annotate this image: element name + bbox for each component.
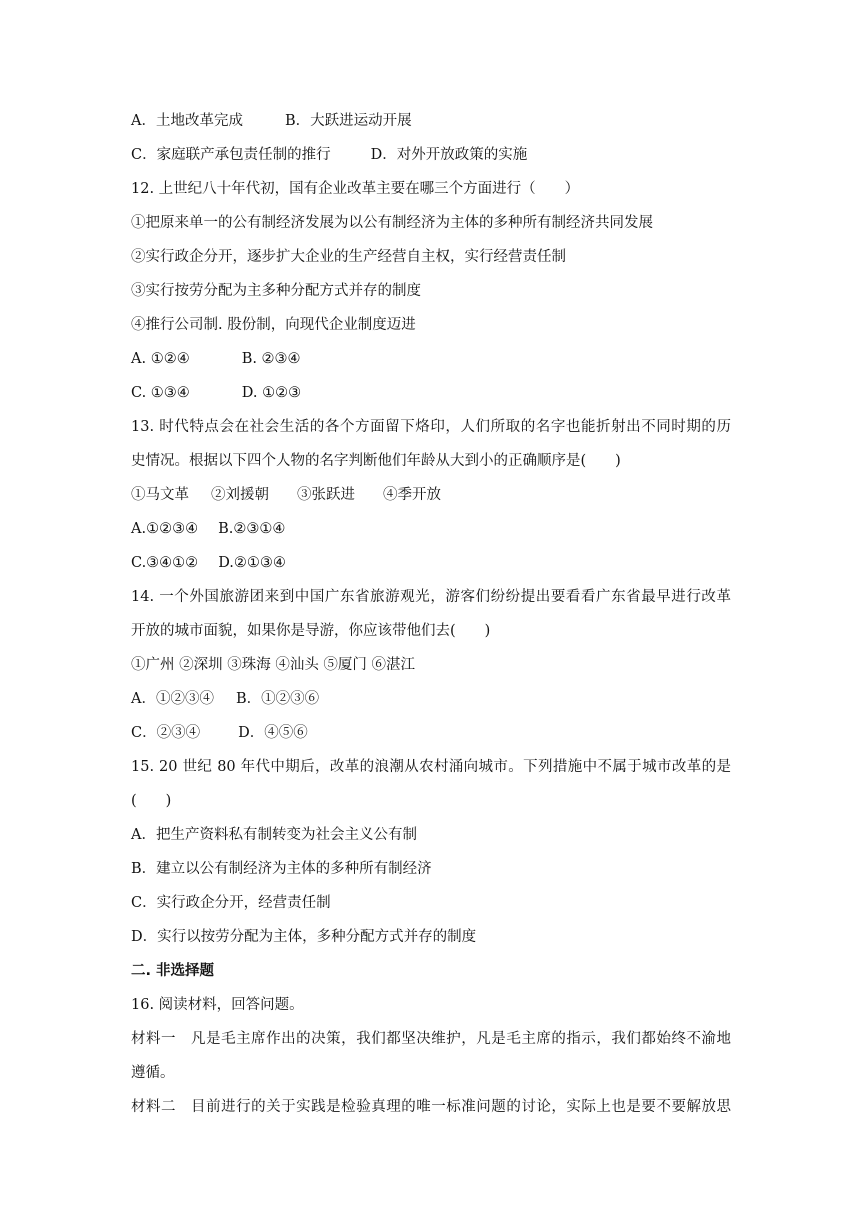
- q16-material-1-line-1: 材料一 凡是毛主席作出的决策，我们都坚决维护，凡是毛主席的指示，我们都始终不渝地: [131, 1031, 731, 1047]
- q14-option-b[interactable]: B．①②③⑥: [235, 691, 320, 707]
- q13-stem-line-1: 13. 时代特点会在社会生活的各个方面留下烙印，人们所取的名字也能折射出不同时期的历: [131, 419, 731, 435]
- q11-options-row-1: [131, 111, 412, 131]
- q14-option-d[interactable]: D．④⑤⑥: [238, 725, 308, 741]
- q14-options-row-2: [131, 723, 308, 743]
- q14-cities: ①广州 ②深圳 ③珠海 ④汕头 ⑤厦门 ⑥湛江: [131, 657, 416, 673]
- q11-option-b[interactable]: B．大跃进运动开展: [284, 113, 412, 129]
- q15-option-a[interactable]: A．把生产资料私有制转变为社会主义公有制: [131, 827, 417, 843]
- q14-options-row-1: [131, 689, 319, 709]
- q15-stem-line-2: ( ): [131, 793, 172, 809]
- q13-options-row-2: [131, 553, 286, 573]
- q13-names: [131, 485, 441, 505]
- q12-option-b[interactable]: B. ②③④: [241, 351, 301, 367]
- q12-stem: 12. 上世纪八十年代初，国有企业改革主要在哪三个方面进行（ ）: [131, 181, 580, 197]
- q16-stem: 16. 阅读材料，回答问题。: [131, 997, 304, 1013]
- q14-stem-line-1: 14. 一个外国旅游团来到中国广东省旅游观光，游客们纷纷提出要看看广东省最早进行改革: [131, 589, 731, 605]
- q11-options-row-2: [131, 145, 527, 165]
- q13-option-a[interactable]: A.①②③④: [131, 521, 199, 537]
- section-2-heading: 二. 非选择题: [131, 963, 215, 979]
- q14-option-c[interactable]: C．②③④: [131, 725, 201, 741]
- q11-option-c[interactable]: C．家庭联产承包责任制的推行: [131, 147, 331, 163]
- q12-item-3: ③实行按劳分配为主多种分配方式并存的制度: [131, 283, 421, 299]
- q12-item-1: ①把原来单一的公有制经济发展为以公有制经济为主体的多种所有制经济共同发展: [131, 215, 653, 231]
- q13-stem-line-2: 史情况。根据以下四个人物的名字判断他们年龄从大到小的正确顺序是( ): [131, 453, 621, 469]
- q12-item-2: ②实行政企分开，逐步扩大企业的生产经营自主权，实行经营责任制: [131, 249, 566, 265]
- q15-option-d[interactable]: D．实行以按劳分配为主体，多种分配方式并存的制度: [131, 929, 477, 945]
- q13-name-4: ④季开放: [383, 487, 441, 503]
- q11-option-a[interactable]: A．土地改革完成: [131, 113, 243, 129]
- q15-option-b[interactable]: B．建立以公有制经济为主体的多种所有制经济: [131, 861, 432, 877]
- q13-option-c[interactable]: C.③④①②: [131, 555, 199, 571]
- q14-stem-line-2: 开放的城市面貌，如果你是导游，你应该带他们去( ): [131, 623, 491, 639]
- q12-option-d[interactable]: D. ①②③: [241, 385, 302, 401]
- q16-material-1-line-2: 遵循。: [131, 1065, 175, 1081]
- q11-option-d[interactable]: D．对外开放政策的实施: [370, 147, 528, 163]
- q13-name-2: ②刘援朝: [211, 487, 269, 503]
- q14-option-a[interactable]: A．①②③④: [131, 691, 214, 707]
- q15-option-c[interactable]: C．实行政企分开，经营责任制: [131, 895, 331, 911]
- q12-option-c[interactable]: C. ①③④: [131, 385, 190, 401]
- q13-options-row-1: [131, 519, 285, 539]
- q12-item-4: ④推行公司制. 股份制，向现代企业制度迈进: [131, 317, 416, 333]
- q16-material-2-line-1: 材料二 目前进行的关于实践是检验真理的唯一标准问题的讨论，实际上也是要不要解放思: [131, 1099, 731, 1115]
- q13-option-d[interactable]: D.②①③④: [218, 555, 286, 571]
- q13-name-1: ①马文革: [131, 487, 189, 503]
- q12-options-row-1: [131, 349, 301, 369]
- q12-option-a[interactable]: A. ①②④: [131, 351, 190, 367]
- q12-options-row-2: [131, 383, 301, 403]
- q13-option-b[interactable]: B.②③①④: [218, 521, 286, 537]
- q13-name-3: ③张跃进: [297, 487, 355, 503]
- q15-stem-line-1: 15. 20 世纪 80 年代中期后，改革的浪潮从农村涌向城市。下列措施中不属于城市改革的是: [131, 759, 731, 775]
